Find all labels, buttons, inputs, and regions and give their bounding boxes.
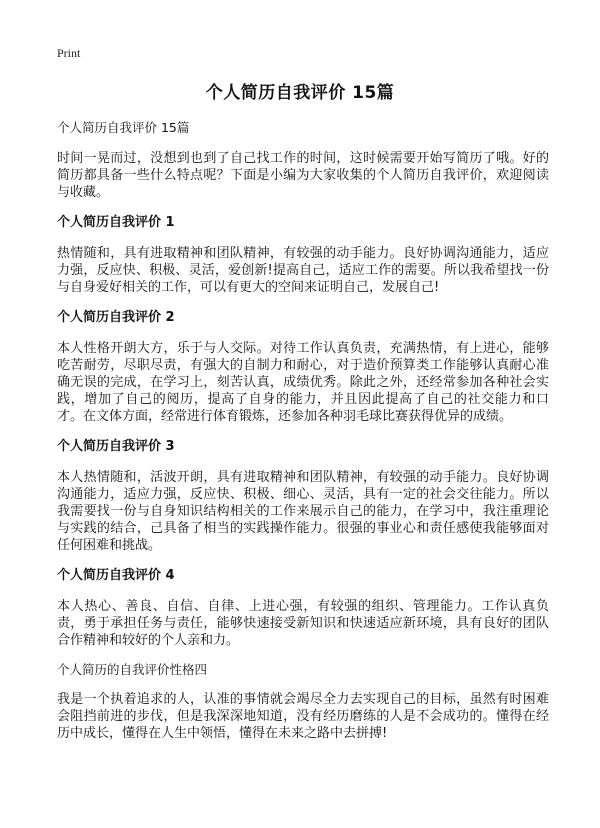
section-heading: 个人简历自我评价 1 (57, 215, 175, 230)
page-title: 个人简历自我评价 15篇 (205, 83, 395, 103)
section-paragraph: 本人热心、善良、自信、自律、上进心强，有较强的组织、管理能力。工作认真负责，勇于承担任务与责任，能够快速接受新知识和快速适应新环境，具有良好的团队合作精神和较好的个人亲和力。 (57, 599, 549, 648)
section-paragraph: 本人热情随和，活波开朗，具有进取精神和团队精神，有较强的动手能力。良好协调沟通能力，适应力强，反应快、积极、细心、灵活，具有一定的社会交往能力。所以我需要找一份与自身知识结构相关的工作来展示自己的能力，在学习中，我注重理论与实践的结合，己具备了相当的实践操作能力。很强的事业心和责任感使我能够面对任何困难和挑战。 (57, 470, 549, 553)
intro-paragraph: 时间一晃而过，没想到也到了自己找工作的时间，这时候需要开始写简历了哦。好的简历都具备一些什么特点呢？下面是小编为大家收集的个人简历自我评价，欢迎阅读与收藏。 (57, 151, 549, 200)
extra-heading: 个人简历的自我评价性格四 (57, 662, 208, 677)
section-heading: 个人简历自我评价 2 (57, 310, 175, 325)
extra-paragraph: 我是一个执着追求的人，认准的事情就会竭尽全力去实现自己的目标，虽然有时困难会阻挡前进的步伐，但是我深深地知道，没有经历磨练的人是不会成功的。懂得在经历中成长，懂得在人生中领悟，懂得在未来之路中去拼搏! (57, 692, 549, 741)
section-heading: 个人简历自我评价 4 (57, 568, 175, 583)
section-heading: 个人简历自我评价 3 (57, 439, 175, 454)
document-body (57, 120, 549, 755)
section-paragraph: 热情随和，具有进取精神和团队精神，有较强的动手能力。良好协调沟通能力，适应力强，反应快、积极、灵活，爱创新!提高自己，适应工作的需要。所以我希望找一份与自身爱好相关的工作，可以有更大的空间来证明自己，发展自己! (57, 246, 549, 295)
section-paragraph: 本人性格开朗大方，乐于与人交际。对待工作认真负责，充满热情，有上进心，能够吃苦耐劳，尽职尽责，有强大的自制力和耐心，对于造价预算类工作能够认真耐心准确无误的完成，在学习上，刻苦认真，成绩优秀。除此之外，还经常参加各种社会实践，增加了自己的阅历，提高了自身的能力，并且因此提高了自己的社交能力和口才。在文体方面，经常进行体育锻炼，还参加各种羽毛球比赛获得优异的成绩。 (57, 341, 549, 424)
print-label: Print (57, 46, 81, 60)
document-subtitle: 个人简历自我评价 15篇 (57, 120, 190, 135)
